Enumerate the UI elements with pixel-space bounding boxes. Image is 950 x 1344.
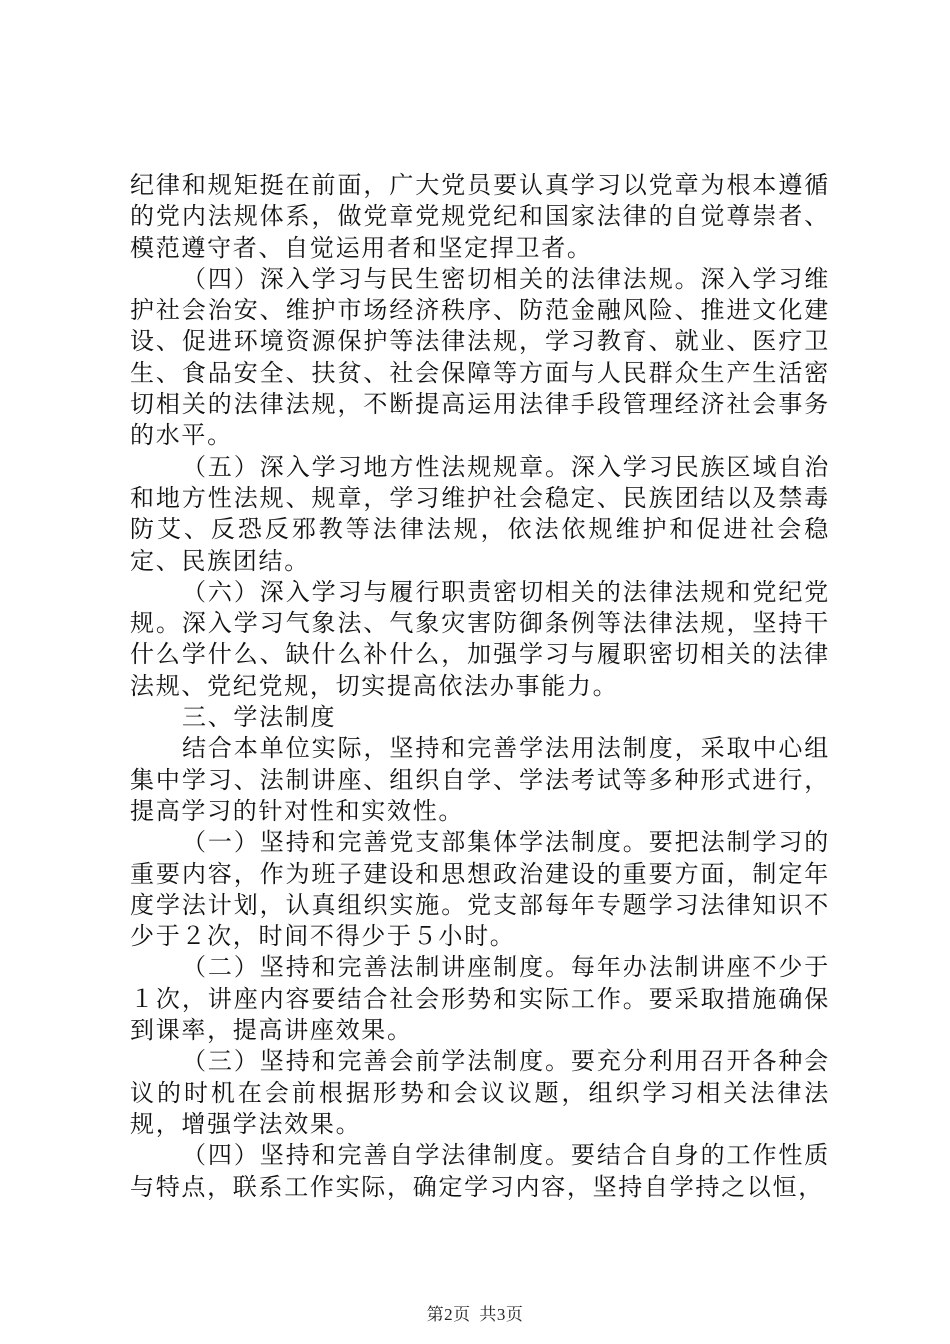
- page-number: 第2页: [426, 1305, 471, 1324]
- paragraph: （二）坚持和完善法制讲座制度。每年办法制讲座不少于１次，讲座内容要结合社会形势和实际工作。要采取措施确保到课率，提高讲座效果。: [130, 953, 830, 1045]
- paragraph: 结合本单位实际，坚持和完善学法用法制度，采取中心组集中学习、法制讲座、组织自学、学法考试等多种形式进行，提高学习的针对性和实效性。: [130, 734, 830, 825]
- paragraph: （一）坚持和完善党支部集体学法制度。要把法制学习的重要内容，作为班子建设和思想政治建设的重要方面，制定年度学法计划，认真组织实施。党支部每年专题学习法律知识不少于２次，时间不得少于５小时。: [130, 828, 830, 951]
- document-body: [130, 170, 830, 1203]
- paragraph: 纪律和规矩挺在前面，广大党员要认真学习以党章为根本遵循的党内法规体系，做党章党规党纪和国家法律的自觉尊崇者、模范遵守者、自觉运用者和坚定捍卫者。: [130, 171, 830, 262]
- page-footer: [0, 1300, 950, 1325]
- paragraph: （六）深入学习与履行职责密切相关的法律法规和党纪党规。深入学习气象法、气象灾害防御条例等法律法规，坚持干什么学什么、缺什么补什么，加强学习与履职密切相关的法律法规、党纪党规，切实提高依法办事能力。: [130, 577, 830, 700]
- paragraph: （三）坚持和完善会前学法制度。要充分利用召开各种会议的时机在会前根据形势和会议议题，组织学习相关法律法规，增强学法效果。: [130, 1047, 830, 1138]
- paragraph: （四）坚持和完善自学法律制度。要结合自身的工作性质与特点，联系工作实际，确定学习内容，坚持自学持之以恒，: [130, 1141, 830, 1201]
- section-heading: 三、学法制度: [182, 703, 337, 732]
- paragraph: （五）深入学习地方性法规规章。深入学习民族区域自治和地方性法规、规章，学习维护社会稳定、民族团结以及禁毒防艾、反恐反邪教等法律法规，依法依规维护和促进社会稳定、民族团结。: [130, 452, 830, 575]
- page-total: 共3页: [479, 1305, 524, 1324]
- paragraph: （四）深入学习与民生密切相关的法律法规。深入学习维护社会治安、维护市场经济秩序、防范金融风险、推进文化建设、促进环境资源保护等法律法规，学习教育、就业、医疗卫生、食品安全、扶贫、社会保障等方面与人民群众生产生活密切相关的法律法规，不断提高运用法律手段管理经济社会事务的水平。: [130, 264, 830, 450]
